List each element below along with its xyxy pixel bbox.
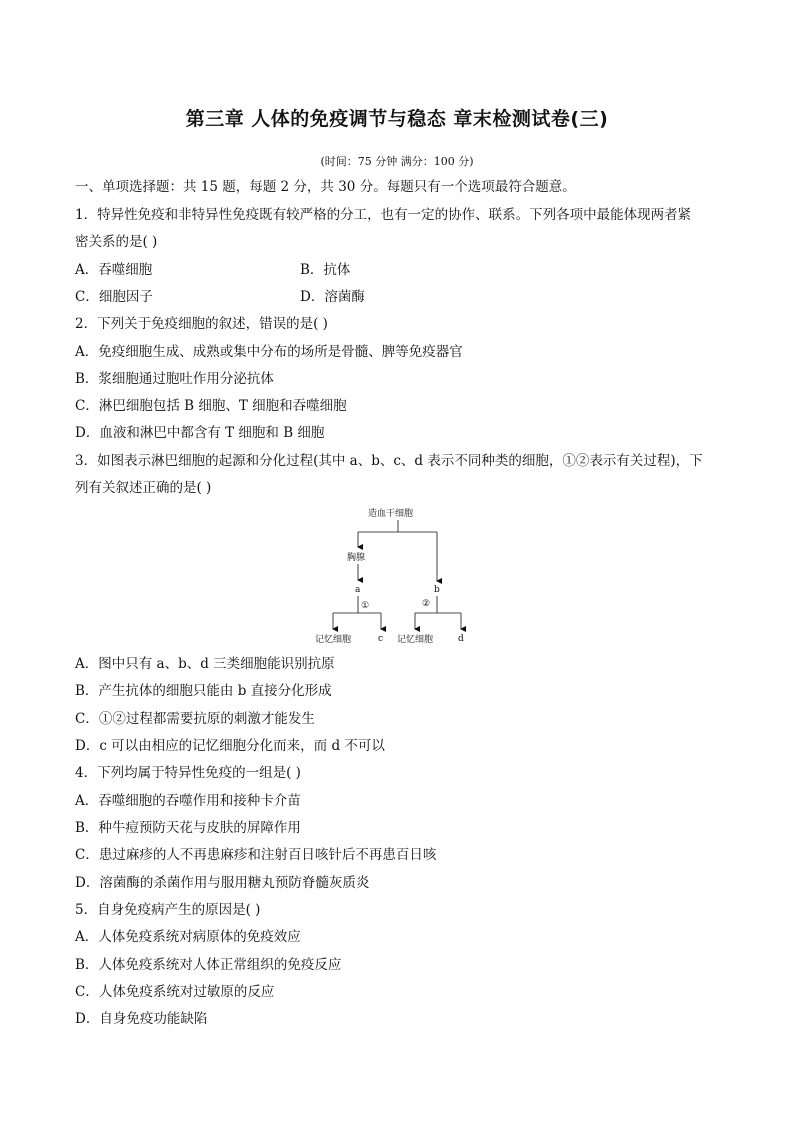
q3-stem-line2: 列有关叙述正确的是( ) xyxy=(75,480,212,496)
q1-option-a: A．吞噬细胞 xyxy=(75,262,153,278)
c-label: c xyxy=(378,634,384,644)
q3-option-c: C．①②过程都需要抗原的刺激才能发生 xyxy=(75,711,315,727)
q3-option-b: B．产生抗体的细胞只能由 b 直接分化形成 xyxy=(75,683,332,699)
q2-option-c: C．淋巴细胞包括 B 细胞、T 细胞和吞噬细胞 xyxy=(75,398,347,414)
q1-option-b: B．抗体 xyxy=(300,262,351,278)
q4-option-d: D．溶菌酶的杀菌作用与服用糖丸预防脊髓灰质炎 xyxy=(75,875,370,891)
q2-option-d: D．血液和淋巴中都含有 T 细胞和 B 细胞 xyxy=(75,425,325,441)
thymus-label: 胸腺 xyxy=(347,553,366,563)
q5-stem: 5．自身免疫病产生的原因是( ) xyxy=(75,902,261,918)
process-1-label: ① xyxy=(361,601,370,611)
q4-option-c: C．患过麻疹的人不再患麻疹和注射百日咳针后不再患百日咳 xyxy=(75,847,437,863)
page-title: 第三章 人体的免疫调节与稳态 章末检测试卷(三) xyxy=(185,108,609,130)
memory-cell-left-label: 记忆细胞 xyxy=(315,635,352,645)
q4-option-b: B．种牛痘预防天花与皮肤的屏障作用 xyxy=(75,820,301,836)
memory-cell-right-label: 记忆细胞 xyxy=(397,635,434,645)
q4-stem: 4．下列均属于特异性免疫的一组是( ) xyxy=(75,765,301,781)
process-2-label: ② xyxy=(422,599,431,609)
q2-stem: 2．下列关于免疫细胞的叙述，错误的是( ) xyxy=(75,316,328,332)
q5-option-c: C．人体免疫系统对过敏原的反应 xyxy=(75,984,275,1000)
q1-option-d: D．溶菌酶 xyxy=(300,289,365,305)
q5-option-a: A．人体免疫系统对病原体的免疫效应 xyxy=(75,929,301,945)
q5-option-b: B．人体免疫系统对人体正常组织的免疫反应 xyxy=(75,957,342,973)
lymphocyte-diagram-svg xyxy=(310,503,490,649)
section-heading: 一、单项选择题：共 15 题，每题 2 分，共 30 分。每题只有一个选项最符合题意。 xyxy=(75,179,576,195)
exam-info: (时间：75 分钟 满分：100 分) xyxy=(320,155,474,168)
q3-option-d: D．c 可以由相应的记忆细胞分化而来，而 d 不可以 xyxy=(75,738,385,754)
q2-option-a: A．免疫细胞生成、成熟或集中分布的场所是骨髓、脾等免疫器官 xyxy=(75,344,463,360)
q3-option-a: A．图中只有 a、b、d 三类细胞能识别抗原 xyxy=(75,656,335,672)
q2-option-b: B．浆细胞通过胞吐作用分泌抗体 xyxy=(75,371,274,387)
q1-stem-line1: 1．特异性免疫和非特异性免疫既有较严格的分工，也有一定的协作、联系。下列各项中最能体现两者紧 xyxy=(75,207,692,223)
d-label: d xyxy=(458,634,464,644)
lymphocyte-diagram xyxy=(310,503,490,649)
q5-option-d: D．自身免疫功能缺陷 xyxy=(75,1011,208,1027)
q1-option-c: C．细胞因子 xyxy=(75,289,153,305)
q4-option-a: A．吞噬细胞的吞噬作用和接种卡介苗 xyxy=(75,793,301,809)
b-label: b xyxy=(434,585,440,595)
hsc-label: 造血干细胞 xyxy=(368,509,414,519)
q1-stem-line2: 密关系的是( ) xyxy=(75,234,158,250)
a-label: a xyxy=(355,585,361,595)
q3-stem-line1: 3．如图表示淋巴细胞的起源和分化过程(其中 a、b、c、d 表示不同种类的细胞，①②表示有关过程)，下 xyxy=(75,453,703,469)
